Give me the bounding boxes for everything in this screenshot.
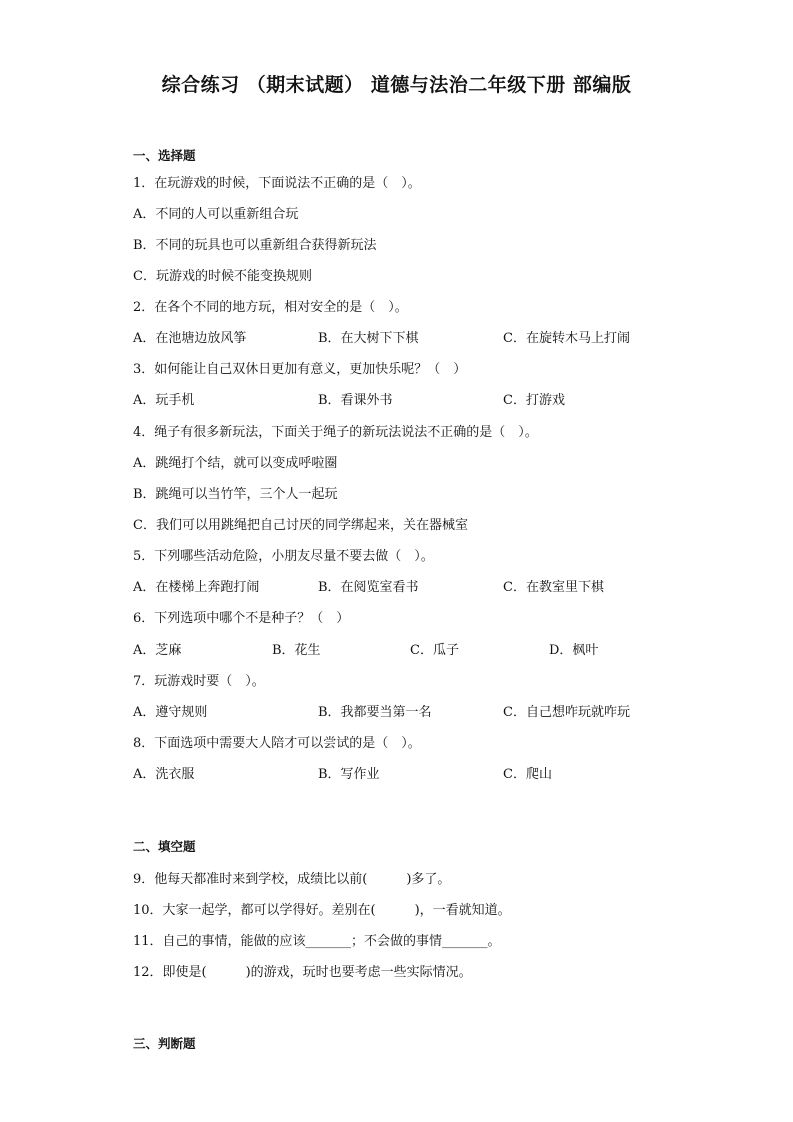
question-2-option-c: C．在旋转木马上打闹 [503, 331, 630, 346]
question-6-option-d: D．枫叶 [549, 643, 599, 658]
question-1-option-a: A．不同的人可以重新组合玩 [133, 207, 299, 222]
question-6-option-c: C．瓜子 [410, 643, 459, 658]
section-judge-heading: 三、判断题 [133, 1036, 196, 1051]
question-1-option-b: B．不同的玩具也可以重新组合获得新玩法 [133, 238, 377, 253]
question-7-option-b: B．我都要当第一名 [318, 705, 432, 720]
question-3-option-c: C．打游戏 [503, 393, 565, 408]
section-choice-heading: 一、选择题 [133, 148, 196, 163]
question-3-option-b: B．看课外书 [318, 393, 393, 408]
question-4-option-a: A．跳绳打个结，就可以变成呼啦圈 [133, 456, 338, 471]
question-7-stem: 7．玩游戏时要（ ）。 [133, 674, 265, 689]
question-4-stem: 4．绳子有很多新玩法，下面关于绳子的新玩法说法不正确的是（ ）。 [133, 425, 538, 440]
question-6-option-b: B．花生 [272, 643, 321, 658]
question-2-option-a: A．在池塘边放风筝 [133, 331, 247, 346]
question-12: 12．即使是( )的游戏，玩时也要考虑一些实际情况。 [133, 965, 472, 980]
question-5-stem: 5．下列哪些活动危险，小朋友尽量不要去做（ ）。 [133, 549, 434, 564]
question-5-option-b: B．在阅览室看书 [318, 580, 419, 595]
question-10: 10．大家一起学，都可以学得好。差别在( )，一看就知道。 [133, 903, 511, 918]
question-6-stem: 6．下列选项中哪个不是种子？（ ） [133, 611, 350, 626]
section-fill-heading: 二、填空题 [133, 839, 196, 854]
question-1-option-c: C．玩游戏的时候不能变换规则 [133, 269, 312, 284]
document-title: 综合练习 （期末试题） 道德与法治二年级下册 部编版 [161, 74, 632, 96]
question-11: 11．自己的事情，能做的应该_______；不会做的事情_______。 [133, 934, 501, 949]
question-5-option-c: C．在教室里下棋 [503, 580, 604, 595]
question-4-option-c: C．我们可以用跳绳把自己讨厌的同学绑起来，关在器械室 [133, 518, 468, 533]
question-5-option-a: A．在楼梯上奔跑打闹 [133, 580, 260, 595]
question-9: 9．他每天都准时来到学校，成绩比以前( )多了。 [133, 872, 451, 887]
question-8-stem: 8．下面选项中需要大人陪才可以尝试的是（ ）。 [133, 736, 421, 751]
question-7-option-a: A．遵守规则 [133, 705, 208, 720]
question-2-option-b: B．在大树下下棋 [318, 331, 419, 346]
question-4-option-b: B．跳绳可以当竹竿，三个人一起玩 [133, 487, 338, 502]
question-3-option-a: A．玩手机 [133, 393, 195, 408]
question-8-option-b: B．写作业 [318, 767, 380, 782]
question-8-option-c: C．爬山 [503, 767, 552, 782]
question-8-option-a: A．洗衣服 [133, 767, 195, 782]
question-2-stem: 2．在各个不同的地方玩，相对安全的是（ ）。 [133, 300, 408, 315]
question-7-option-c: C．自己想咋玩就咋玩 [503, 705, 630, 720]
question-6-option-a: A．芝麻 [133, 643, 182, 658]
question-1-stem: 1．在玩游戏的时候，下面说法不正确的是（ ）。 [133, 176, 421, 191]
question-3-stem: 3．如何能让自己双休日更加有意义，更加快乐呢？（ ） [133, 362, 467, 377]
